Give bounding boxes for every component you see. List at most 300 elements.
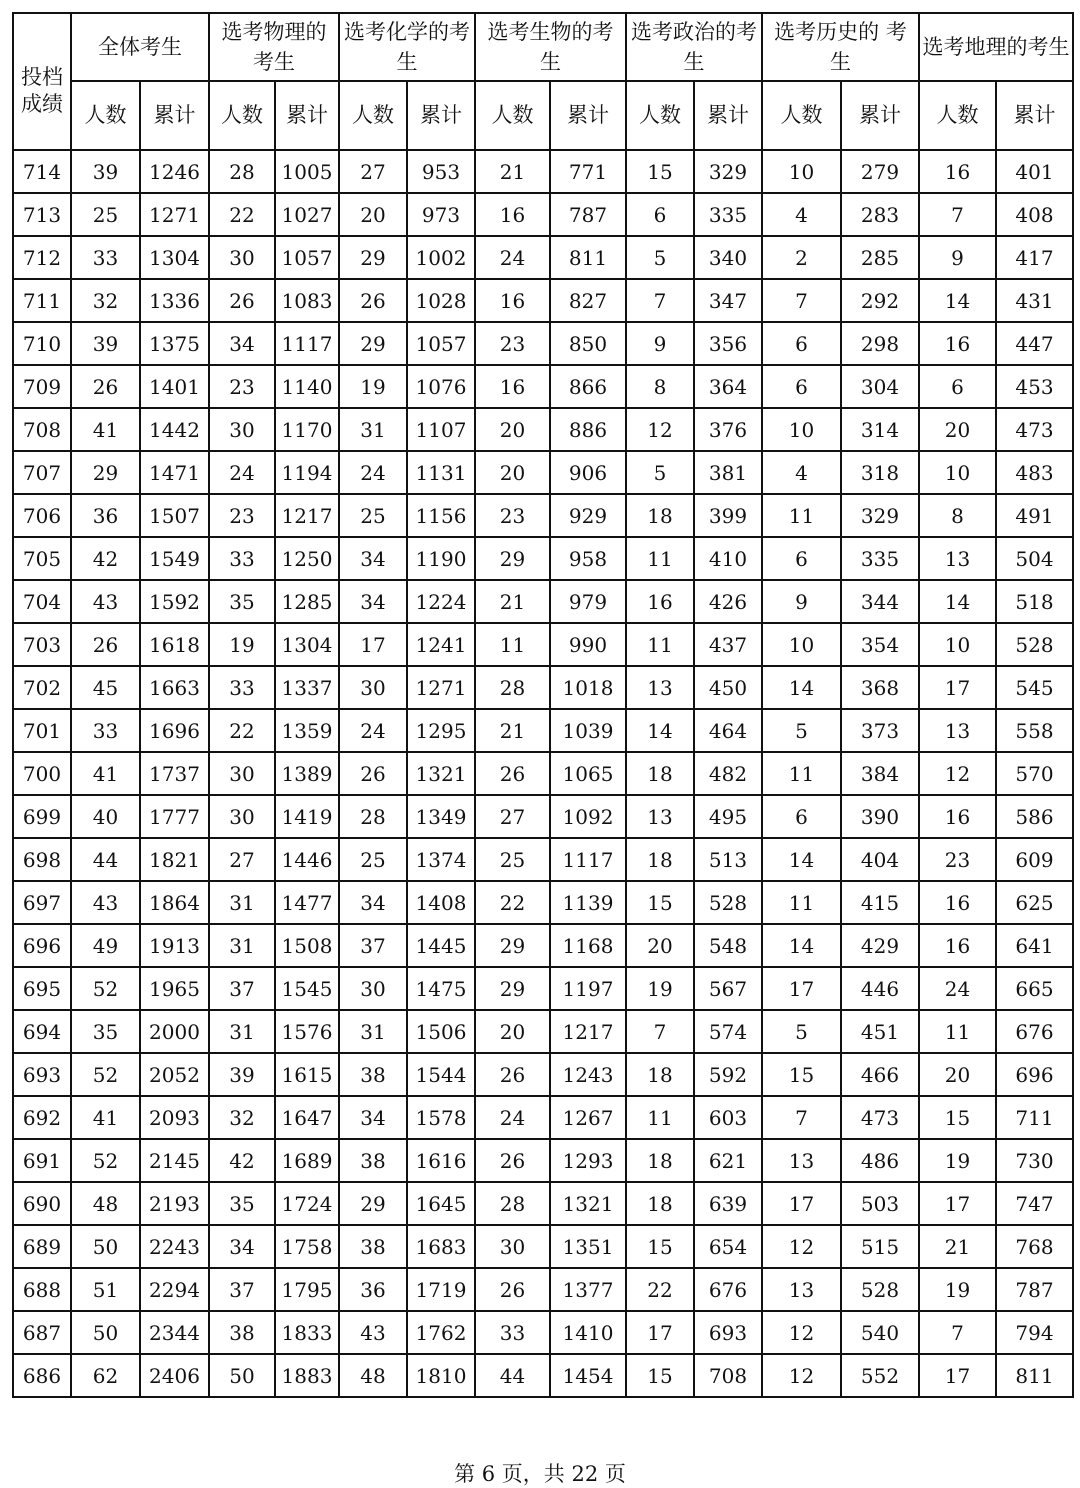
cumulative-cell: 768	[996, 1225, 1073, 1268]
cumulative-cell: 1190	[407, 537, 475, 580]
cumulative-cell: 1576	[275, 1010, 339, 1053]
count-cell: 41	[71, 408, 140, 451]
count-cell: 14	[626, 709, 694, 752]
cumulative-cell: 567	[694, 967, 762, 1010]
cumulative-cell: 603	[694, 1096, 762, 1139]
count-cell: 38	[339, 1225, 407, 1268]
table-row	[13, 236, 1073, 279]
cumulative-cell: 1271	[140, 193, 209, 236]
count-cell: 8	[626, 365, 694, 408]
cumulative-cell: 1359	[275, 709, 339, 752]
cumulative-cell: 1616	[407, 1139, 475, 1182]
table-row	[13, 1354, 1073, 1397]
count-cell: 25	[71, 193, 140, 236]
cumulative-cell: 973	[407, 193, 475, 236]
count-cell: 10	[919, 451, 996, 494]
count-cell: 4	[762, 193, 841, 236]
score-cell: 712	[13, 236, 71, 279]
count-subheader: 人数	[919, 81, 996, 150]
cumulative-cell: 811	[550, 236, 626, 279]
cumulative-cell: 1293	[550, 1139, 626, 1182]
score-cell: 705	[13, 537, 71, 580]
cumulative-cell: 354	[841, 623, 919, 666]
cumulative-cell: 495	[694, 795, 762, 838]
count-cell: 24	[339, 709, 407, 752]
count-cell: 17	[339, 623, 407, 666]
score-cell: 698	[13, 838, 71, 881]
count-cell: 22	[626, 1268, 694, 1311]
cumulative-cell: 335	[694, 193, 762, 236]
score-cell: 709	[13, 365, 71, 408]
cumulative-cell: 696	[996, 1053, 1073, 1096]
cumulative-cell: 1647	[275, 1096, 339, 1139]
cumulative-cell: 1131	[407, 451, 475, 494]
score-cell: 694	[13, 1010, 71, 1053]
count-cell: 10	[762, 623, 841, 666]
cumulative-cell: 621	[694, 1139, 762, 1182]
count-cell: 24	[339, 451, 407, 494]
cumulative-cell: 1445	[407, 924, 475, 967]
cumulative-cell: 1168	[550, 924, 626, 967]
cumulative-cell: 2052	[140, 1053, 209, 1096]
cumulative-cell: 558	[996, 709, 1073, 752]
cumulative-cell: 298	[841, 322, 919, 365]
cumulative-cell: 586	[996, 795, 1073, 838]
cumulative-cell: 513	[694, 838, 762, 881]
cumulative-cell: 592	[694, 1053, 762, 1096]
cumulative-cell: 747	[996, 1182, 1073, 1225]
count-cell: 34	[339, 580, 407, 623]
cumulative-cell: 528	[841, 1268, 919, 1311]
cumulative-cell: 426	[694, 580, 762, 623]
count-cell: 51	[71, 1268, 140, 1311]
count-cell: 6	[762, 322, 841, 365]
count-cell: 35	[71, 1010, 140, 1053]
score-cell: 692	[13, 1096, 71, 1139]
cumulative-cell: 708	[694, 1354, 762, 1397]
count-cell: 31	[339, 408, 407, 451]
score-cell: 711	[13, 279, 71, 322]
count-cell: 17	[919, 1182, 996, 1225]
cumulative-cell: 1039	[550, 709, 626, 752]
count-cell: 36	[339, 1268, 407, 1311]
cumulative-cell: 1117	[275, 322, 339, 365]
count-cell: 7	[762, 279, 841, 322]
cumulative-cell: 1217	[550, 1010, 626, 1053]
cumulative-cell: 1139	[550, 881, 626, 924]
cumulative-cell: 1241	[407, 623, 475, 666]
cumulative-cell: 491	[996, 494, 1073, 537]
cumulative-cell: 1217	[275, 494, 339, 537]
score-cell: 699	[13, 795, 71, 838]
count-cell: 9	[626, 322, 694, 365]
cumulative-cell: 1337	[275, 666, 339, 709]
count-cell: 34	[339, 881, 407, 924]
count-cell: 21	[919, 1225, 996, 1268]
cumulative-cell: 2000	[140, 1010, 209, 1053]
cumulative-cell: 2145	[140, 1139, 209, 1182]
cumulative-cell: 464	[694, 709, 762, 752]
cumulative-cell: 318	[841, 451, 919, 494]
count-cell: 26	[475, 1268, 550, 1311]
group-header: 选考物理的考生	[209, 13, 339, 81]
cumulative-cell: 503	[841, 1182, 919, 1225]
count-cell: 27	[475, 795, 550, 838]
score-cell: 701	[13, 709, 71, 752]
count-cell: 16	[475, 365, 550, 408]
count-cell: 7	[919, 193, 996, 236]
count-cell: 35	[209, 580, 275, 623]
count-cell: 14	[762, 924, 841, 967]
cumulative-cell: 1810	[407, 1354, 475, 1397]
cumulative-subheader: 累计	[407, 81, 475, 150]
count-cell: 29	[475, 537, 550, 580]
count-cell: 34	[209, 1225, 275, 1268]
cumulative-cell: 1777	[140, 795, 209, 838]
cumulative-cell: 482	[694, 752, 762, 795]
cumulative-cell: 552	[841, 1354, 919, 1397]
cumulative-cell: 1170	[275, 408, 339, 451]
count-cell: 23	[475, 494, 550, 537]
cumulative-cell: 1475	[407, 967, 475, 1010]
count-cell: 20	[626, 924, 694, 967]
count-cell: 6	[919, 365, 996, 408]
cumulative-cell: 429	[841, 924, 919, 967]
count-cell: 11	[475, 623, 550, 666]
table-row	[13, 494, 1073, 537]
count-cell: 34	[339, 537, 407, 580]
table-row	[13, 666, 1073, 709]
count-cell: 18	[626, 838, 694, 881]
cumulative-cell: 384	[841, 752, 919, 795]
cumulative-cell: 292	[841, 279, 919, 322]
cumulative-cell: 1689	[275, 1139, 339, 1182]
cumulative-cell: 314	[841, 408, 919, 451]
count-cell: 50	[71, 1311, 140, 1354]
cumulative-cell: 1349	[407, 795, 475, 838]
count-cell: 39	[71, 150, 140, 193]
count-cell: 24	[919, 967, 996, 1010]
count-cell: 52	[71, 1053, 140, 1096]
cumulative-cell: 417	[996, 236, 1073, 279]
cumulative-cell: 1719	[407, 1268, 475, 1311]
cumulative-cell: 676	[996, 1010, 1073, 1053]
cumulative-cell: 1057	[407, 322, 475, 365]
cumulative-cell: 373	[841, 709, 919, 752]
cumulative-cell: 1508	[275, 924, 339, 967]
count-cell: 29	[475, 967, 550, 1010]
count-cell: 7	[626, 1010, 694, 1053]
count-cell: 15	[626, 1354, 694, 1397]
cumulative-cell: 990	[550, 623, 626, 666]
cumulative-cell: 1737	[140, 752, 209, 795]
cumulative-cell: 446	[841, 967, 919, 1010]
count-subheader: 人数	[339, 81, 407, 150]
cumulative-cell: 401	[996, 150, 1073, 193]
cumulative-cell: 1018	[550, 666, 626, 709]
count-cell: 18	[626, 1053, 694, 1096]
group-header: 选考生物的考生	[475, 13, 626, 81]
cumulative-cell: 368	[841, 666, 919, 709]
count-cell: 20	[475, 451, 550, 494]
cumulative-cell: 453	[996, 365, 1073, 408]
cumulative-cell: 279	[841, 150, 919, 193]
cumulative-cell: 1618	[140, 623, 209, 666]
count-cell: 30	[209, 752, 275, 795]
page-footer: 第 6 页，共 22 页	[454, 1462, 626, 1486]
cumulative-cell: 356	[694, 322, 762, 365]
cumulative-cell: 1271	[407, 666, 475, 709]
score-cell: 690	[13, 1182, 71, 1225]
cumulative-cell: 574	[694, 1010, 762, 1053]
score-cell: 686	[13, 1354, 71, 1397]
table-row	[13, 1225, 1073, 1268]
count-subheader: 人数	[475, 81, 550, 150]
cumulative-subheader: 累计	[841, 81, 919, 150]
cumulative-cell: 1645	[407, 1182, 475, 1225]
cumulative-cell: 1408	[407, 881, 475, 924]
count-cell: 15	[762, 1053, 841, 1096]
count-cell: 16	[919, 924, 996, 967]
table-row	[13, 752, 1073, 795]
score-cell: 697	[13, 881, 71, 924]
count-cell: 41	[71, 752, 140, 795]
count-cell: 15	[626, 1225, 694, 1268]
cumulative-cell: 1336	[140, 279, 209, 322]
cumulative-cell: 570	[996, 752, 1073, 795]
count-cell: 7	[626, 279, 694, 322]
count-cell: 17	[626, 1311, 694, 1354]
count-cell: 18	[626, 752, 694, 795]
count-cell: 52	[71, 1139, 140, 1182]
cumulative-cell: 641	[996, 924, 1073, 967]
score-cell: 708	[13, 408, 71, 451]
cumulative-cell: 483	[996, 451, 1073, 494]
cumulative-cell: 408	[996, 193, 1073, 236]
count-cell: 23	[209, 494, 275, 537]
cumulative-cell: 1057	[275, 236, 339, 279]
cumulative-cell: 451	[841, 1010, 919, 1053]
count-cell: 38	[209, 1311, 275, 1354]
cumulative-cell: 1028	[407, 279, 475, 322]
count-cell: 18	[626, 1182, 694, 1225]
cumulative-cell: 431	[996, 279, 1073, 322]
cumulative-cell: 1549	[140, 537, 209, 580]
cumulative-cell: 1092	[550, 795, 626, 838]
cumulative-subheader: 累计	[550, 81, 626, 150]
count-cell: 14	[919, 279, 996, 322]
count-cell: 12	[762, 1225, 841, 1268]
score-cell: 706	[13, 494, 71, 537]
group-header: 全体考生	[71, 13, 209, 81]
table-row	[13, 1053, 1073, 1096]
table-row	[13, 838, 1073, 881]
cumulative-cell: 730	[996, 1139, 1073, 1182]
cumulative-cell: 1833	[275, 1311, 339, 1354]
cumulative-cell: 1592	[140, 580, 209, 623]
cumulative-cell: 1005	[275, 150, 339, 193]
count-cell: 5	[762, 1010, 841, 1053]
table-row	[13, 537, 1073, 580]
count-cell: 10	[762, 150, 841, 193]
count-cell: 5	[626, 236, 694, 279]
cumulative-cell: 2406	[140, 1354, 209, 1397]
cumulative-cell: 787	[996, 1268, 1073, 1311]
score-cell: 689	[13, 1225, 71, 1268]
count-cell: 29	[339, 236, 407, 279]
count-cell: 17	[919, 1354, 996, 1397]
count-cell: 33	[475, 1311, 550, 1354]
group-header: 选考化学的考生	[339, 13, 475, 81]
count-cell: 44	[475, 1354, 550, 1397]
count-cell: 28	[209, 150, 275, 193]
cumulative-cell: 1758	[275, 1225, 339, 1268]
cumulative-cell: 545	[996, 666, 1073, 709]
count-cell: 19	[919, 1268, 996, 1311]
cumulative-cell: 1913	[140, 924, 209, 967]
cumulative-cell: 447	[996, 322, 1073, 365]
group-header: 选考历史的 考生	[762, 13, 919, 81]
cumulative-cell: 1076	[407, 365, 475, 408]
cumulative-cell: 381	[694, 451, 762, 494]
count-cell: 11	[762, 752, 841, 795]
cumulative-cell: 1351	[550, 1225, 626, 1268]
cumulative-cell: 1696	[140, 709, 209, 752]
count-cell: 6	[762, 537, 841, 580]
cumulative-cell: 609	[996, 838, 1073, 881]
table-row	[13, 150, 1073, 193]
cumulative-cell: 1454	[550, 1354, 626, 1397]
cumulative-cell: 1194	[275, 451, 339, 494]
cumulative-cell: 504	[996, 537, 1073, 580]
cumulative-cell: 1442	[140, 408, 209, 451]
count-cell: 9	[919, 236, 996, 279]
cumulative-cell: 528	[694, 881, 762, 924]
cumulative-cell: 1965	[140, 967, 209, 1010]
score-cell: 693	[13, 1053, 71, 1096]
cumulative-cell: 2093	[140, 1096, 209, 1139]
cumulative-cell: 953	[407, 150, 475, 193]
count-cell: 16	[919, 322, 996, 365]
cumulative-cell: 1507	[140, 494, 209, 537]
cumulative-cell: 1545	[275, 967, 339, 1010]
cumulative-cell: 866	[550, 365, 626, 408]
count-subheader: 人数	[71, 81, 140, 150]
cumulative-cell: 473	[996, 408, 1073, 451]
score-cell: 687	[13, 1311, 71, 1354]
count-cell: 26	[71, 623, 140, 666]
cumulative-cell: 1762	[407, 1311, 475, 1354]
score-cell: 688	[13, 1268, 71, 1311]
table-row	[13, 451, 1073, 494]
cumulative-cell: 1544	[407, 1053, 475, 1096]
count-cell: 62	[71, 1354, 140, 1397]
table-row	[13, 1268, 1073, 1311]
count-cell: 39	[209, 1053, 275, 1096]
count-cell: 23	[209, 365, 275, 408]
cumulative-cell: 2193	[140, 1182, 209, 1225]
cumulative-subheader: 累计	[140, 81, 209, 150]
count-cell: 20	[919, 408, 996, 451]
count-cell: 27	[209, 838, 275, 881]
cumulative-cell: 486	[841, 1139, 919, 1182]
count-cell: 50	[209, 1354, 275, 1397]
count-cell: 23	[475, 322, 550, 365]
table-row	[13, 623, 1073, 666]
cumulative-cell: 2344	[140, 1311, 209, 1354]
count-cell: 22	[209, 193, 275, 236]
count-cell: 27	[339, 150, 407, 193]
cumulative-cell: 1197	[550, 967, 626, 1010]
table-row	[13, 1139, 1073, 1182]
count-cell: 30	[209, 408, 275, 451]
cumulative-cell: 1374	[407, 838, 475, 881]
count-cell: 21	[475, 580, 550, 623]
table-row	[13, 408, 1073, 451]
count-cell: 14	[762, 838, 841, 881]
cumulative-cell: 1477	[275, 881, 339, 924]
cumulative-cell: 676	[694, 1268, 762, 1311]
count-cell: 37	[209, 1268, 275, 1311]
count-cell: 35	[209, 1182, 275, 1225]
cumulative-cell: 1027	[275, 193, 339, 236]
cumulative-cell: 1375	[140, 322, 209, 365]
cumulative-cell: 335	[841, 537, 919, 580]
score-cell: 700	[13, 752, 71, 795]
cumulative-cell: 1065	[550, 752, 626, 795]
group-header: 选考地理的考生	[919, 13, 1073, 81]
cumulative-cell: 979	[550, 580, 626, 623]
cumulative-cell: 364	[694, 365, 762, 408]
count-cell: 40	[71, 795, 140, 838]
cumulative-cell: 1389	[275, 752, 339, 795]
cumulative-cell: 787	[550, 193, 626, 236]
cumulative-cell: 1002	[407, 236, 475, 279]
cumulative-cell: 399	[694, 494, 762, 537]
score-column-header	[13, 13, 71, 150]
cumulative-cell: 285	[841, 236, 919, 279]
count-cell: 30	[209, 795, 275, 838]
count-cell: 19	[626, 967, 694, 1010]
count-cell: 15	[626, 881, 694, 924]
cumulative-cell: 1864	[140, 881, 209, 924]
count-cell: 24	[475, 1096, 550, 1139]
cumulative-cell: 693	[694, 1311, 762, 1354]
count-cell: 25	[339, 494, 407, 537]
cumulative-cell: 1295	[407, 709, 475, 752]
cumulative-cell: 548	[694, 924, 762, 967]
count-cell: 13	[762, 1139, 841, 1182]
cumulative-cell: 1140	[275, 365, 339, 408]
count-cell: 11	[626, 1096, 694, 1139]
count-cell: 16	[475, 279, 550, 322]
count-cell: 17	[919, 666, 996, 709]
count-cell: 20	[475, 1010, 550, 1053]
table-row	[13, 279, 1073, 322]
count-cell: 10	[762, 408, 841, 451]
cumulative-cell: 329	[841, 494, 919, 537]
count-cell: 30	[209, 236, 275, 279]
count-cell: 13	[762, 1268, 841, 1311]
count-cell: 45	[71, 666, 140, 709]
table-row	[13, 1096, 1073, 1139]
count-cell: 5	[762, 709, 841, 752]
count-cell: 21	[475, 150, 550, 193]
count-cell: 9	[762, 580, 841, 623]
cumulative-cell: 329	[694, 150, 762, 193]
cumulative-cell: 1285	[275, 580, 339, 623]
count-cell: 37	[339, 924, 407, 967]
